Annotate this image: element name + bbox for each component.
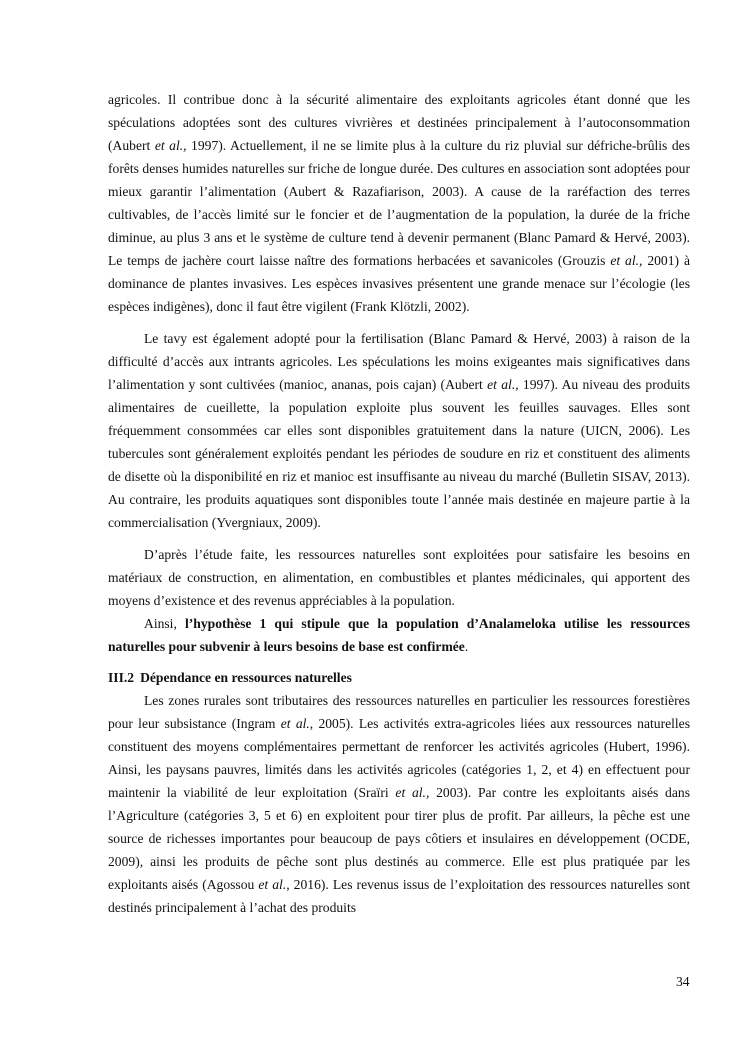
paragraph-text: 1997). Au niveau des produits alimentaires de cueillette, la population exploite plus souvent les feuilles sauvages. Elles sont fréquemment consommées car elles sont disponibles gratuitement dans la nature (UICN, 2006). Les tubercules sont généralement exploités pendant les périodes de soudure en riz et constituent des aliments de disette où la disponibilité en riz et manioc est insuffisante au niveau du marché (Bulletin SISAV, 2013). Au contraire, les produits aquatiques sont disponibles toute l’année mais destinée en majeure partie à la commercialisation (Yvergniaux, 2009). (108, 377, 690, 530)
paragraph-hypothesis-confirmed (108, 612, 690, 658)
section-number: III.2 (108, 670, 135, 685)
paragraph-tavy-fertilisation (108, 327, 690, 534)
paragraph-agricultural-security (108, 88, 690, 318)
paragraph-text: Ainsi, (144, 616, 185, 631)
paragraph-text: agricoles. Il contribue donc à la sécurité alimentaire des exploitants agricoles étant donné que les spéculations adoptées sont des cultures vivrières et destinées principalement à l’autoconsommation (Aubert (108, 92, 690, 153)
hypothesis-statement: l’hypothèse 1 qui stipule que la population d’Analameloka utilise les ressources naturelles pour subvenir à leurs besoins de base est confirmée (108, 616, 690, 654)
paragraph-text: 2005). Les activités extra-agricoles liées aux ressources naturelles constituent des moyens complémentaires permettant de renforcer les activités agricoles (Hubert, 1996). Ainsi, les paysans pauvres, limités dans les activités agricoles (catégories 1, 2, et 4) en effectuent pour maintenir la viabilité de leur exploitation (Sraïri (108, 716, 691, 800)
section-title: Dépendance en ressources naturelles (140, 670, 352, 685)
document-page (108, 88, 690, 919)
citation-et-al: et al., (154, 138, 187, 153)
paragraph-text: . (464, 639, 469, 654)
paragraph-text: 2001) à dominance de plantes invasives. Les espèces invasives présentent une grande menace sur l’écologie (les espèces indigènes), donc il faut être vigilent (Frank Klötzli, 2002). (108, 253, 690, 314)
paragraph-text: 2003). Par contre les exploitants aisés dans l’Agriculture (catégories 3, 5 et 6) en exploitent pour tirer plus de profit. Par ailleurs, la pêche est une source de richesses importantes pour beaucoup de pays côtiers et insulaires en développement (OCDE, 2009), ainsi les produits de pêche sont plus destinés au commerce. Elle est plus pratiquée par les exploitants aisés (Agossou (108, 785, 690, 892)
citation-et-al: et al., (280, 716, 314, 731)
section-heading (108, 666, 690, 689)
citation-et-al: et al., (258, 877, 290, 892)
paragraph-text: 1997). Actuellement, il ne se limite plus à la culture du riz pluvial sur défriche-brûlis des forêts denses humides naturelles sur friche de longue durée. Des cultures en association sont adoptées pour mieux garantir l’alimentation (Aubert & Razafiarison, 2003). A cause de la raréfaction des terres cultivables, de l’accès limité sur le foncier et de l’augmentation de la population, la durée de la friche diminue, au plus 3 ans et le système de culture tend à devenir permanent (Blanc Pamard & Hervé, 2003). Le temps de jachère court laisse naître des formations herbacées et savanicoles (Grouzis (108, 138, 690, 268)
paragraph-text: Le tavy est également adopté pour la fertilisation (Blanc Pamard & Hervé, 2003) à raison de la difficulté d’accès aux intrants agricoles. Les spéculations les moins exigeantes mais significatives dans l’alimentation y sont cultivées (manioc, ananas, pois cajan) (Aubert (108, 331, 690, 392)
paragraph-text: D’après l’étude faite, les ressources naturelles sont exploitées pour satisfaire les besoins en matériaux de construction, en alimentation, en combustibles et plantes médicinales, qui apportent des moyens d’existence et des revenus appréciables à la population. (108, 547, 690, 608)
citation-et-al: et al., (487, 377, 519, 392)
page-number: 34 (676, 974, 690, 989)
paragraph-text: 2016). Les revenus issus de l’exploitation des ressources naturelles sont destinés principalement à l’achat des produits (108, 877, 690, 915)
paragraph-study-findings (108, 543, 690, 612)
paragraph-resource-dependence (108, 689, 690, 919)
citation-et-al: et al., (610, 253, 643, 268)
paragraph-text: Les zones rurales sont tributaires des ressources naturelles en particulier les ressources forestières pour leur subsistance (Ingram (108, 693, 690, 731)
citation-et-al: et al., (395, 785, 430, 800)
